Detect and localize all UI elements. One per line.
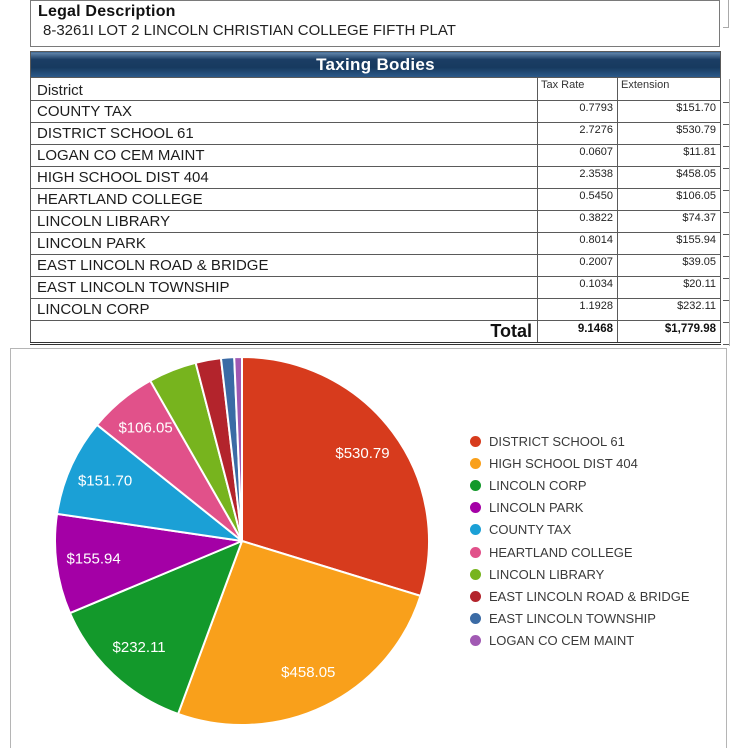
district-cell: DISTRICT SCHOOL 61 (31, 123, 538, 145)
pie-slice-label: $155.94 (66, 550, 121, 568)
legend-swatch-icon (470, 502, 481, 513)
table-row (31, 233, 721, 255)
legend-label: HIGH SCHOOL DIST 404 (489, 455, 638, 471)
table-row (31, 145, 721, 167)
legend-label: EAST LINCOLN ROAD & BRIDGE (489, 588, 690, 604)
legend-label: LOGAN CO CEM MAINT (489, 633, 635, 649)
tax-rate-cell: 0.7793 (538, 101, 618, 123)
table-row (31, 101, 721, 123)
legend-swatch-icon (470, 524, 481, 535)
table-header-row (31, 78, 721, 101)
legend-item (470, 541, 690, 563)
legend-item (470, 585, 690, 607)
extension-cell: $151.70 (618, 101, 721, 123)
viewport-cutoff-fragment (723, 79, 730, 346)
district-cell: HIGH SCHOOL DIST 404 (31, 167, 538, 189)
legend-label: COUNTY TAX (489, 522, 572, 538)
column-header-tax-rate: Tax Rate (538, 78, 618, 101)
legend-swatch-icon (470, 480, 481, 491)
legend-item (470, 519, 690, 541)
legend-item (470, 630, 690, 652)
column-header-extension: Extension (618, 78, 721, 101)
total-tax-rate: 9.1468 (538, 321, 618, 344)
legend-swatch-icon (470, 569, 481, 580)
legend-label: HEARTLAND COLLEGE (489, 544, 633, 560)
table-row (31, 211, 721, 233)
district-cell: LINCOLN CORP (31, 299, 538, 321)
table-row (31, 299, 721, 321)
table-row (31, 189, 721, 211)
taxing-bodies-table (30, 51, 721, 345)
pie-slice-label: $151.70 (77, 472, 133, 490)
table-title: Taxing Bodies (31, 52, 721, 78)
tax-rate-cell: 2.3538 (538, 167, 618, 189)
tax-rate-cell: 1.1928 (538, 299, 618, 321)
legal-description-heading: Legal Description (38, 3, 176, 20)
extension-cell: $39.05 (618, 255, 721, 277)
legend-item (470, 430, 690, 452)
total-row (31, 321, 721, 344)
pie-slice-label: $232.11 (112, 638, 166, 656)
extension-cell: $530.79 (618, 123, 721, 145)
legend-label: LINCOLN LIBRARY (489, 566, 605, 582)
legend-item (470, 474, 690, 496)
table-title-row (31, 52, 721, 78)
table-row (31, 123, 721, 145)
tax-rate-cell: 0.3822 (538, 211, 618, 233)
legend-item (470, 563, 690, 585)
chart-legend (470, 430, 690, 652)
column-header-district: District (31, 78, 538, 101)
legend-item (470, 497, 690, 519)
table-row (31, 277, 721, 299)
extension-cell: $155.94 (618, 233, 721, 255)
tax-rate-cell: 0.1034 (538, 277, 618, 299)
table-row (31, 255, 721, 277)
legend-label: EAST LINCOLN TOWNSHIP (489, 611, 656, 627)
tax-rate-cell: 0.5450 (538, 189, 618, 211)
tax-rate-cell: 0.2007 (538, 255, 618, 277)
district-cell: COUNTY TAX (31, 101, 538, 123)
legend-swatch-icon (470, 547, 481, 558)
tax-rate-cell: 0.8014 (538, 233, 618, 255)
district-cell: EAST LINCOLN ROAD & BRIDGE (31, 255, 538, 277)
pie-slice-label: $458.05 (281, 663, 336, 681)
district-cell: LINCOLN PARK (31, 233, 538, 255)
legend-label: DISTRICT SCHOOL 61 (489, 433, 625, 449)
legend-swatch-icon (470, 613, 481, 624)
legend-label: LINCOLN PARK (489, 500, 584, 516)
district-cell: HEARTLAND COLLEGE (31, 189, 538, 211)
extension-cell: $20.11 (618, 277, 721, 299)
total-extension: $1,779.98 (618, 321, 721, 344)
district-cell: LOGAN CO CEM MAINT (31, 145, 538, 167)
legal-description-section (30, 0, 720, 47)
viewport-cutoff-fragment (723, 0, 729, 28)
pie-slice-label: $530.79 (335, 444, 390, 462)
legend-swatch-icon (470, 635, 481, 646)
table-row (31, 167, 721, 189)
district-cell: LINCOLN LIBRARY (31, 211, 538, 233)
total-label: Total (31, 321, 538, 344)
legend-swatch-icon (470, 436, 481, 447)
extension-cell: $458.05 (618, 167, 721, 189)
legend-item (470, 452, 690, 474)
extension-cell: $74.37 (618, 211, 721, 233)
extension-cell: $11.81 (618, 145, 721, 167)
extension-cell: $106.05 (618, 189, 721, 211)
tax-rate-cell: 2.7276 (538, 123, 618, 145)
legal-description-text: 8-3261I LOT 2 LINCOLN CHRISTIAN COLLEGE FIFTH PLAT (43, 22, 456, 39)
legend-item (470, 608, 690, 630)
tax-rate-cell: 0.0607 (538, 145, 618, 167)
legend-swatch-icon (470, 458, 481, 469)
legend-label: LINCOLN CORP (489, 477, 587, 493)
district-cell: EAST LINCOLN TOWNSHIP (31, 277, 538, 299)
legend-swatch-icon (470, 591, 481, 602)
extension-cell: $232.11 (618, 299, 721, 321)
pie-slice-label: $106.05 (118, 419, 173, 437)
